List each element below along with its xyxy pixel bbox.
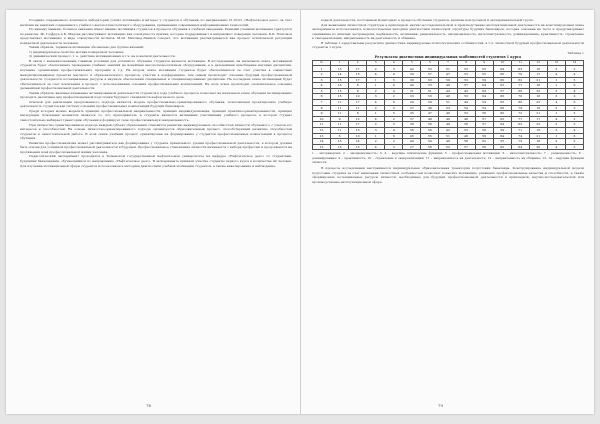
table-header-cell: 4 — [385, 60, 403, 66]
table-cell: 57 — [493, 88, 511, 94]
paragraph: 2) динамический процесс, т. е. действие мотивационных в т.ч. на конечной деятельности. — [29, 54, 176, 59]
table-cell: 5 — [385, 111, 403, 117]
table-cell: 4 — [367, 99, 385, 105]
paragraph: Педагогический эксперимент проводился в Тюменском государственном нефтегазовом университете на кафедре «Нефтегазовое дело» со студентами, будущими бакалаврами, обучающимися по направлению «Нефтегазовое дело». В эксперименте приняли участие студенты первого курса в количестве 42 человек. Для изучения мотивационной сферы студентов использовалась методика диагностики учебной мотивации студентов, а также анкетирование и наблюдение. — [20, 154, 292, 168]
table-cell: 48 — [439, 139, 457, 145]
table-cell: 21 — [529, 77, 547, 83]
table-cell: 71 — [511, 127, 529, 133]
paragraph: Таким образом, термином мотивация обозначено две группы явлений: — [29, 45, 145, 50]
table-cell: 46 — [457, 133, 475, 139]
paragraph: 1) индивидуальное свойство мотива конкретной человека; — [29, 49, 124, 54]
table-cell: 42 — [403, 66, 421, 72]
table-cell: 53 — [457, 72, 475, 78]
table-cell: 6 — [385, 83, 403, 89]
table-cell: 59 — [493, 127, 511, 133]
table-cell: 3 — [565, 144, 583, 150]
table-cell: 56 — [475, 111, 493, 117]
table-cell: 75 — [511, 139, 529, 145]
table-cell: 57 — [457, 144, 475, 150]
table-header-cell: 12 — [529, 60, 547, 66]
table-cell: 74 — [511, 133, 529, 139]
table-cell: 17 — [529, 116, 547, 122]
table-header-cell: 14 — [565, 60, 583, 66]
paragraph: По нашему мнению, большое значение имеет именно мотивация студентов в процессе обучения в учебном заведении. Разными учеными мотивация трактуется по-разному. Ж. Годфруа и К. Мадсен рассматривают мотивацию как совокупность причин, которые поддерживают и направляют поведение человека. К.К. Платонов представляет мотивацию в виде совокупности мотивов. М.Ш. Магомед-Эминов говорит, что мотивация рассматривается как процесс психической регуляции конкретной деятельности человека. — [20, 27, 292, 45]
table-cell: 52 — [439, 144, 457, 150]
table-cell: 1 — [367, 83, 385, 89]
table-cell: 64 — [475, 94, 493, 100]
table-cell: 17 — [349, 66, 367, 72]
table-cell: 16 — [331, 83, 349, 89]
table-cell: 3 — [385, 144, 403, 150]
table-cell: 53 — [457, 77, 475, 83]
table-cell: 50 — [421, 127, 439, 133]
table-cell: 9 — [331, 116, 349, 122]
table-cell: 64 — [493, 122, 511, 128]
table-cell: 4 — [313, 83, 331, 89]
table-cell: 6 — [385, 99, 403, 105]
table-cell: 14 — [349, 139, 367, 145]
left-page-number: 78 — [146, 403, 152, 408]
table-cell: 15 — [331, 66, 349, 72]
table-cell: 17 — [349, 77, 367, 83]
table-cell: 1 — [547, 77, 565, 83]
table-cell: 4 — [385, 88, 403, 94]
table-cell: 63 — [421, 77, 439, 83]
table-cell: 59 — [475, 133, 493, 139]
table-cell: 48 — [421, 116, 439, 122]
table-cell: 68 — [493, 105, 511, 111]
table-cell: 1 — [547, 111, 565, 117]
table-cell: 38 — [403, 77, 421, 83]
table-cell: 5 — [565, 77, 583, 83]
table-cell: 7 — [313, 99, 331, 105]
table-cell: 21 — [529, 133, 547, 139]
table-cell: 53 — [439, 105, 457, 111]
table-cell: 70 — [511, 94, 529, 100]
table-cell: 14 — [331, 72, 349, 78]
table-cell: 17 — [349, 99, 367, 105]
table-cell: 77 — [511, 83, 529, 89]
table-header-cell: 8 — [457, 60, 475, 66]
table-cell: 3 — [367, 127, 385, 133]
table-cell: 37 — [403, 105, 421, 111]
table-cell: 3 — [547, 127, 565, 133]
table-cell: 2 — [367, 105, 385, 111]
table-cell: 5 — [385, 122, 403, 128]
table-cell: 9 — [349, 88, 367, 94]
table-cell: 12 — [349, 116, 367, 122]
table-cell: 56 — [421, 122, 439, 128]
table-cell: 18 — [529, 94, 547, 100]
table-cell: 10 — [349, 94, 367, 100]
table-cell: 82 — [511, 122, 529, 128]
table-cell: 36 — [403, 127, 421, 133]
table-cell: 4 — [385, 72, 403, 78]
paragraph: Создание современного комплекса лабораторий усилит мотивацию и интерес у студентов к обучению по направлению 21.03.01 «Нефтегазовое дело» за счет наличия на занятиях современного учебного высокотехнологичного оборудования, применения современных информационных технологий. — [20, 18, 292, 27]
table-cell: 6 — [565, 99, 583, 105]
table-cell: 35 — [403, 111, 421, 117]
table-header-cell: 3 — [367, 60, 385, 66]
table-cell: 66 — [493, 94, 511, 100]
table-cell: 55 — [493, 139, 511, 145]
table-cell: 2 — [565, 66, 583, 72]
paragraph: Развитие профессионализма может рассматриваться как формирование у студента приемлемого уровня профессиональной деятельности, в котором должна быть основа для успешной профессиональной деятельности в будущем. Профессиональное становление личности начинается с выбора профессии и продолжается на протяжении всей профессиональной жизни человека. — [20, 140, 292, 154]
table-cell: 11 — [349, 105, 367, 111]
table-cell: 63 — [493, 99, 511, 105]
table-cell: 69 — [511, 88, 529, 94]
table-cell: 2 — [547, 88, 565, 94]
table-cell: 39 — [403, 72, 421, 78]
paragraph: В таблице 1 представлены результаты диагностики индивидуально-психологических особенностей, в т.ч. личностной будущей профессиональной деятельности студентов 1 курса. — [312, 40, 584, 50]
table-cell: 16 — [529, 127, 547, 133]
table-cell: 15 — [331, 94, 349, 100]
table-cell: 2 — [385, 139, 403, 145]
table-cell: 63 — [493, 144, 511, 150]
table-cell: 63 — [475, 66, 493, 72]
table-cell: 11 — [331, 99, 349, 105]
table-cell: 3 — [313, 77, 331, 83]
table-cell: 84 — [511, 144, 529, 150]
table-cell: 48 — [457, 116, 475, 122]
table-cell: 22 — [529, 122, 547, 128]
table-cell: 6 — [313, 94, 331, 100]
table-cell: 17 — [529, 72, 547, 78]
table-cell: 3 — [385, 66, 403, 72]
table-cell: 2 — [313, 72, 331, 78]
table-cell: 2 — [385, 94, 403, 100]
table-cell: 6 — [565, 133, 583, 139]
table-cell: 57 — [457, 83, 475, 89]
table-cell: 27 — [403, 144, 421, 150]
table-cell: 4 — [547, 144, 565, 150]
table-cell: 18 — [529, 139, 547, 145]
table-cell: 64 — [493, 66, 511, 72]
table-cell: 51 — [439, 66, 457, 72]
paragraph: Для выявления личностной структуры в прикладной, научно-исследовательской и производственно-эксплуатационной деятельности на констатирующем этапе эксперимента использовалась психологическая методика диагностики личностной структуры будущих бакалавров, которая основана на тесте и предусматривает оценивание по шкалам: экстраверсия, вербальность, мотивация, рациональность, эмоциональность, интеллектуальность, доминирование, креативность, стремление к самореализации, направленность на деятельность и общение. — [312, 22, 584, 41]
table-cell: 2 — [565, 94, 583, 100]
table-cell: 1 — [367, 111, 385, 117]
table-header-cell: 1 — [331, 60, 349, 66]
table-cell: 64 — [475, 88, 493, 94]
table-cell: 8 — [349, 111, 367, 117]
table-cell: 8 — [349, 83, 367, 89]
table-header-cell: 13 — [547, 60, 565, 66]
table-cell: 6 — [565, 83, 583, 89]
table-cell: 15 — [331, 144, 349, 150]
table-cell: 2 — [547, 105, 565, 111]
table-cell: 13 — [349, 127, 367, 133]
table-cell: 80 — [511, 99, 529, 105]
table-cell: 10 — [349, 133, 367, 139]
table-cell: 45 — [403, 133, 421, 139]
table-cell: 11 — [331, 105, 349, 111]
table-cell: 2 — [367, 66, 385, 72]
table-cell: 20 — [529, 144, 547, 150]
table-cell: 54 — [475, 105, 493, 111]
table-cell: 6 — [331, 133, 349, 139]
table-cell: 5 — [313, 88, 331, 94]
table-cell: 2 — [565, 116, 583, 122]
table-cell: 49 — [439, 122, 457, 128]
table-cell: 48 — [439, 83, 457, 89]
table-cell: 57 — [475, 122, 493, 128]
table-cell: 64 — [493, 133, 511, 139]
table-header-cell: 5 — [403, 60, 421, 66]
left-page-text — [20, 18, 292, 402]
table-cell: 14 — [313, 139, 331, 145]
table-cell: 51 — [421, 88, 439, 94]
table-cell: 82 — [511, 77, 529, 83]
table-cell: 53 — [421, 83, 439, 89]
table-cell: 4 — [565, 127, 583, 133]
table-cell: 56 — [457, 122, 475, 128]
table-cell: 4 — [547, 116, 565, 122]
paragraph: В связи с вышеизложенным главным условием для успешного обучения студентов является мотивация. В исследовании, на начальном этапе, мотивацией студентов будет обеспечивать проведение учебных занятий на новейшем высокотехнологичном оборудовании, а в дальнейшем приобщение научных дисциплин, изучение организации профессиональных программ и т.д. На втором этапе мотивация студентов будет обеспечиваться за счет участия в совместных междисциплинарных проектах научного и образовательного процесса, участия в конференциях, тем самым происходит освоение будущей профессиональной деятельности. Создаются потенциальные ресурсы в научном обеспечении специальных и специализированных дисциплин. На последнем этапе мотивацией будет обеспечиваться за счет вовлечения в процесс с использованием освоения профессиональных компетенций. На этом этапе происходит окончательное освоение дальнейшей профессиональной деятельности. — [20, 58, 292, 91]
table-cell: 62 — [475, 139, 493, 145]
table-cell: 58 — [457, 139, 475, 145]
table-cell: 17 — [349, 122, 367, 128]
table-header-cell: 7 — [439, 60, 457, 66]
table-cell: 4 — [547, 99, 565, 105]
table-cell: 15 — [331, 88, 349, 94]
table-header-cell: 9 — [475, 60, 493, 66]
table-cell: 16 — [529, 66, 547, 72]
table-cell: 55 — [475, 72, 493, 78]
table-cell: 58 — [475, 127, 493, 133]
table-cell: 60 — [493, 72, 511, 78]
table-cell: 59 — [421, 99, 439, 105]
table-cell: 66 — [493, 77, 511, 83]
table-cell: 56 — [421, 144, 439, 150]
table-cell: 33 — [403, 94, 421, 100]
table-header-cell: 6 — [421, 60, 439, 66]
table-cell: 15 — [313, 144, 331, 150]
table-cell: 49 — [439, 111, 457, 117]
table-body — [313, 66, 584, 150]
table-cell: 2 — [565, 139, 583, 145]
table-cell: 1 — [313, 66, 331, 72]
table-cell: 11 — [313, 122, 331, 128]
table-cell: 2 — [385, 116, 403, 122]
table-cell: 54 — [457, 105, 475, 111]
table-cell: 1 — [547, 133, 565, 139]
table-cell: 11 — [331, 111, 349, 117]
table-cell: 1 — [367, 133, 385, 139]
table-cell: 59 — [439, 77, 457, 83]
table-cell: 37 — [403, 116, 421, 122]
table-cell: 15 — [331, 77, 349, 83]
table-cell: 43 — [457, 88, 475, 94]
table-cell: 16 — [529, 105, 547, 111]
table-cell: 8 — [313, 105, 331, 111]
table-cell: 63 — [493, 83, 511, 89]
table-cell: 22 — [529, 88, 547, 94]
table-cell: 4 — [547, 72, 565, 78]
table-cell: 3 — [367, 94, 385, 100]
results-table — [312, 60, 584, 151]
table-cell: 53 — [457, 94, 475, 100]
table-cell: 2 — [367, 139, 385, 145]
table-cell: 47 — [439, 72, 457, 78]
table-cell: 2 — [367, 122, 385, 128]
table-cell: 38 — [403, 122, 421, 128]
table-header-cell: 10 — [493, 60, 511, 66]
paragraph: Среди которых можно выделить принцип профессиональной направленности, принцип индивидуализации, принцип практикоориентированности, принцип интеграции. Ключевым моментом является то, что преподаватель и студенты являются активными участниками учебного процесса, в котором студент самостоятельно выбирает траекторию обучения и формирует свою профессиональную направленность. — [20, 108, 292, 123]
table-cell: 59 — [475, 77, 493, 83]
paragraph: Таким образом, внешнее изменение мотивированной деятельности студентов в ходе учебного процесса позволяет на начальном этапе обучения мотивированно проходить различные вид профессиональной подготовки будущего специалиста нефтегазового дела. — [20, 90, 292, 100]
table-note: 1 – экстраверсия; 2 – эмоциональность; 3, 4 – ведущие психические функции; 5 – профессиональная мотивация; 6 – интеллектуальность; 7 – рациональность; 8 – доминирование; 9 – креативность; 10 – стремление к самореализации; 11 – направленность на деятельность; 12 – направленность на общение; 13, 14 – ведущие функции личности. — [312, 151, 584, 164]
table-cell: 51 — [439, 99, 457, 105]
table-cell: 54 — [421, 139, 439, 145]
right-page-text — [312, 18, 584, 402]
table-cell: 53 — [457, 66, 475, 72]
table-cell: 5 — [565, 111, 583, 117]
table-header-cell: 2 — [349, 60, 367, 66]
table-cell: 4 — [385, 127, 403, 133]
table-cell: 53 — [457, 127, 475, 133]
table-cell: 31 — [403, 88, 421, 94]
table-cell: 4 — [367, 144, 385, 150]
table-cell: 4 — [367, 72, 385, 78]
table-cell: 57 — [475, 116, 493, 122]
table-cell: 49 — [421, 105, 439, 111]
table-cell: 57 — [421, 72, 439, 78]
table-cell: 5 — [385, 77, 403, 83]
table-cell: 48 — [439, 94, 457, 100]
table-cell: 15 — [349, 144, 367, 150]
table-cell: 49 — [403, 139, 421, 145]
table-cell: 72 — [511, 111, 529, 117]
table-cell: 16 — [529, 83, 547, 89]
document-spread — [6, 10, 594, 414]
table-cell: 53 — [421, 66, 439, 72]
table-cell: 13 — [313, 133, 331, 139]
table-cell: 11 — [331, 127, 349, 133]
table-cell: 4 — [565, 88, 583, 94]
table-cell: 6 — [385, 133, 403, 139]
table-cell: 15 — [331, 139, 349, 145]
table-cell: 42 — [439, 127, 457, 133]
table-cell: 63 — [493, 116, 511, 122]
paragraph: При личностно-ориентированном подходе каждый субъект образования становится развитию индивидуальных способностей личности обучаемого, с учетом его интересов и способностей. На основе личностно-ориентированного подхода организуется образовательный процесс, способствующий развитию способностей студентов к самостоятельной работе. В этой связи учебный процесс ориентирован на формирование у студентов профессиональных компетенций в процессе обучения. — [20, 122, 292, 141]
table-cell: 54 — [475, 99, 493, 105]
table-cell: 9 — [313, 111, 331, 117]
table-cell: 44 — [439, 88, 457, 94]
paragraph: водной деятельности, постоянный мониторинг в процессе обучения студентов, наличие контрольной и экспериментальной групп. — [321, 18, 534, 22]
table-cell: 77 — [511, 116, 529, 122]
table-cell: 40 — [403, 83, 421, 89]
table-cell: 2 — [367, 88, 385, 94]
table-cell: 2 — [547, 66, 565, 72]
paragraph: Основой для реализации предложенного подхода является модель профессионально-ориентированного обучения, позволяющая проектировать учебную деятельность студентов как систему освоения профессиональных компетенций будущих бакалавров. — [20, 99, 292, 109]
table-cell: 47 — [421, 111, 439, 117]
table-title: Результаты диагностики индивидуальных особенностей студентов 1 курса — [374, 55, 522, 60]
right-page-number: 79 — [438, 403, 444, 408]
table-cell: 2 — [547, 139, 565, 145]
table-cell: 83 — [511, 66, 529, 72]
table-cell: 1 — [367, 77, 385, 83]
table-cell: 5 — [565, 122, 583, 128]
table-cell: 1 — [547, 83, 565, 89]
table-cell: 51 — [439, 133, 457, 139]
table-cell: 53 — [457, 111, 475, 117]
table-row — [313, 144, 584, 150]
table-cell: 24 — [403, 99, 421, 105]
table-header-cell: 11 — [511, 60, 529, 66]
table-cell: 3 — [547, 94, 565, 100]
table-cell: 79 — [511, 105, 529, 111]
table-cell: 60 — [493, 111, 511, 117]
table-cell: 44 — [457, 99, 475, 105]
table-cell: 76 — [511, 72, 529, 78]
table-cell: 55 — [421, 133, 439, 139]
paragraph: В процессе исследования выстраивается индивидуальная образовательная траектория подготовки бакалавра. Конструирование индивидуальной модели подготовки студента за счет выявления личностных особенностей позволяет повысить мотивацию, развивать профессиональные качества и способности, а также сформировать потенциальные ресурсы личности, необходимые для будущей профессиональной деятельности в прикладной, научно-исследовательской или производственно-эксплуатационной сфере. — [312, 166, 584, 184]
table-caption: Таблица 1 — [567, 50, 584, 55]
table-cell: 3 — [565, 105, 583, 111]
table-cell: 64 — [475, 83, 493, 89]
table-cell: 3 — [385, 105, 403, 111]
table-cell: 15 — [349, 72, 367, 78]
table-cell: 49 — [439, 116, 457, 122]
table-cell: 12 — [313, 127, 331, 133]
table-cell: 4 — [565, 72, 583, 78]
table-cell: 11 — [331, 122, 349, 128]
table-cell: 2 — [547, 122, 565, 128]
table-cell: 21 — [529, 111, 547, 117]
table-header-cell: № — [313, 60, 331, 66]
table-cell: 4 — [367, 116, 385, 122]
table-cell: 53 — [421, 94, 439, 100]
table-cell: 56 — [475, 144, 493, 150]
table-cell: 25 — [529, 99, 547, 105]
table-cell: 10 — [313, 116, 331, 122]
page-divider — [300, 10, 301, 414]
